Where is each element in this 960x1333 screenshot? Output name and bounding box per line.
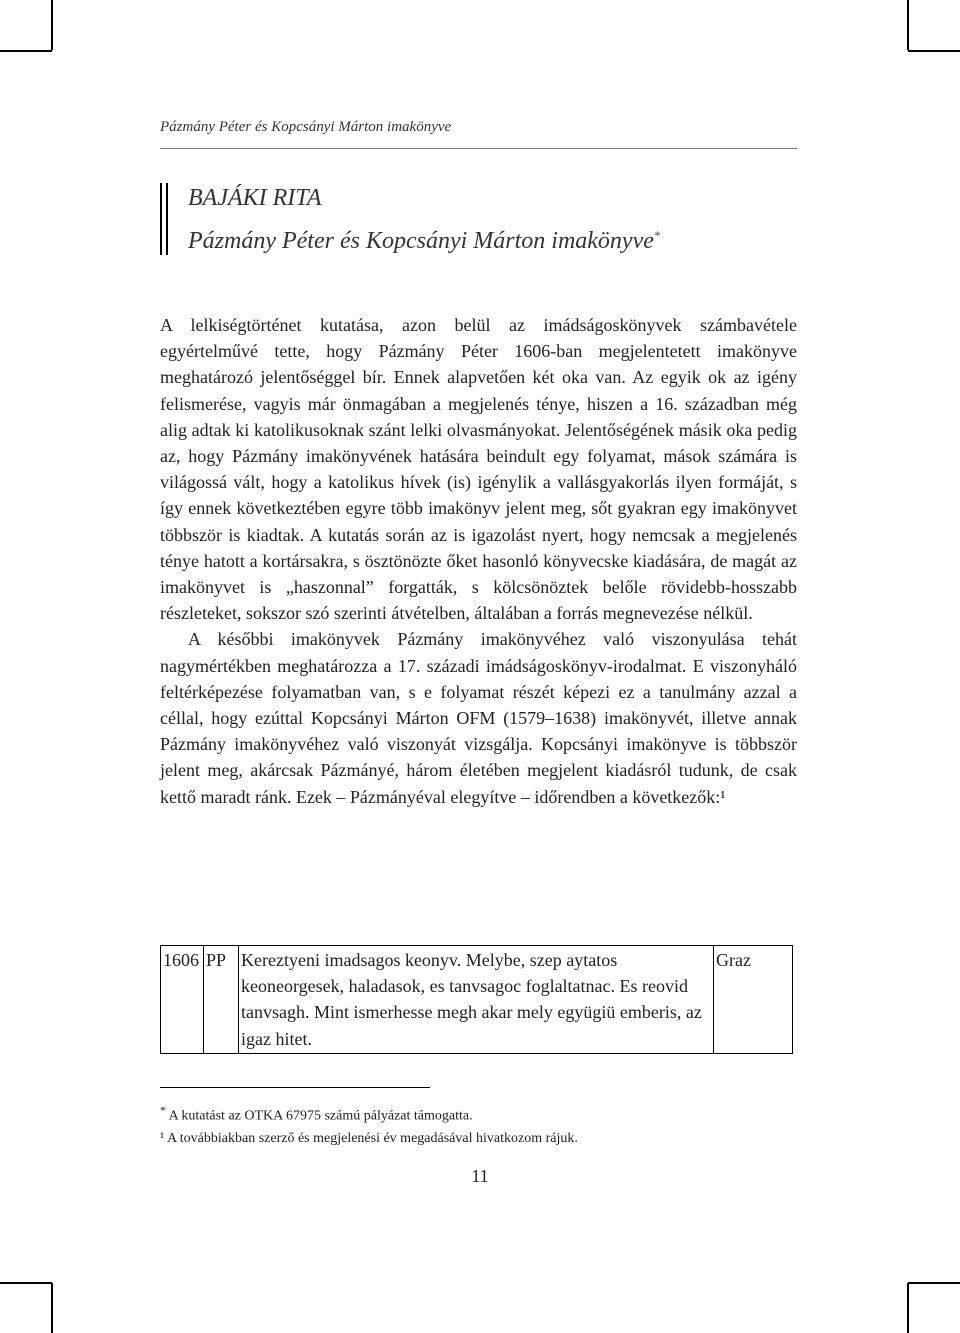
footnote-2 [160,1128,578,1150]
article-title [188,228,660,255]
crop-mark-bottom-right-v [907,1283,909,1333]
footnotes [160,1100,578,1150]
footnote-text: A kutatást az OTKA 67975 számú pályázat támogatta. [168,1108,473,1124]
crop-mark-top-right-v [907,0,909,50]
paragraph-2: A későbbi imakönyvek Pázmány imakönyvéhez való viszonyulása tehát nagymértékben meghatározza a 17. századi imádságoskönyv-irodalmat. E viszonyháló feltérképezése folyamatban van, s e folyamat részét képezi ez a tanulmány azzal a céllal, hogy ezúttal Kopcsányi Márton OFM (1579–1638) imakönyvét, illetve annak Pázmány imakönyvéhez való viszonyát vizsgálja. Kopcsányi imakönyve is többször jelent meg, akárcsak Pázmányé, három életében megjelent kiadásról tudunk, de csak kettő maradt ránk. Ezek – Pázmányéval elegyítve – időrendben a következők:¹ [160,629,797,807]
crop-mark-bottom-left-h [0,1282,52,1284]
footnote-rule [160,1087,430,1088]
crop-mark-top-left-v [51,0,53,50]
crop-mark-top-right-h [908,50,960,52]
table-row [161,946,793,1054]
crop-mark-bottom-right-h [908,1282,960,1284]
footnote-mark: ¹ [160,1130,165,1146]
article-author: BAJÁKI RITA [188,185,322,211]
footnote-text: A továbbiakban szerző és megjelenési év megadásával hivatkozom rájuk. [166,1130,578,1146]
crop-mark-bottom-left-v [51,1283,53,1333]
table-cell-year: 1606 [161,946,204,1054]
page-number: 11 [471,1166,489,1186]
title-bar-right [166,183,168,255]
table-cell-author-code: PP [204,946,239,1054]
table-cell-place: Graz [714,946,793,1054]
footnote-mark: * [160,1104,166,1117]
table-cell-title: Kereztyeni imadsagos keonyv. Melybe, szep aytatos keoneorgesek, haladasok, es tanvsagoc foglaltatnac. Es reovid tanvsagh. Mint ismerhesse megh akar mely együgiü emberis, az igaz hitet. [239,946,714,1054]
footnote-1 [160,1100,578,1128]
running-head: Pázmány Péter és Kopcsányi Márton imakönyve [160,119,452,135]
book-table [160,945,793,1054]
article-title-text: Pázmány Péter és Kopcsányi Márton imakönyve [188,228,654,254]
article-body [160,312,797,810]
crop-mark-top-left-h [0,50,52,52]
paragraph-1: A lelkiségtörténet kutatása, azon belül az imádságoskönyvek számbavétele egyértelművé tette, hogy Pázmány Péter 1606-ban megjelentetett imakönyve meghatározó jelentőséggel bír. Ennek alapvetően két oka van. Az egyik ok az igény felismerése, vagyis már önmagában a megjelenés ténye, hiszen a 16. században még alig adtak ki katolikusoknak szánt lelki olvasmányokat. Jelentőségének másik oka pedig az, hogy Pázmány imakönyvének hatására beindult egy folyamat, mások számára is világossá vált, hogy a katolikus hívek (is) igénylik a vallásgyakorlás ilyen formáját, s így ennek következtében egyre több imakönyv jelent meg, sőt gyakran egy imakönyvet többször is kiadtak. A kutatás során az is igazolást nyert, hogy nemcsak a megjelenés ténye hatott a kortársakra, s ösztönözte őket hasonló könyvecske kiadására, de magát az imakönyvet is „haszonnal” forgatták, s kölcsönöztek belőle rövidebb-hosszabb részleteket, sokszor szó szerinti átvételben, általában a forrás megnevezése nélkül. [160,315,797,624]
title-footnote-mark: * [653,228,660,242]
header-rule [160,148,797,149]
title-bar-left [160,183,162,255]
